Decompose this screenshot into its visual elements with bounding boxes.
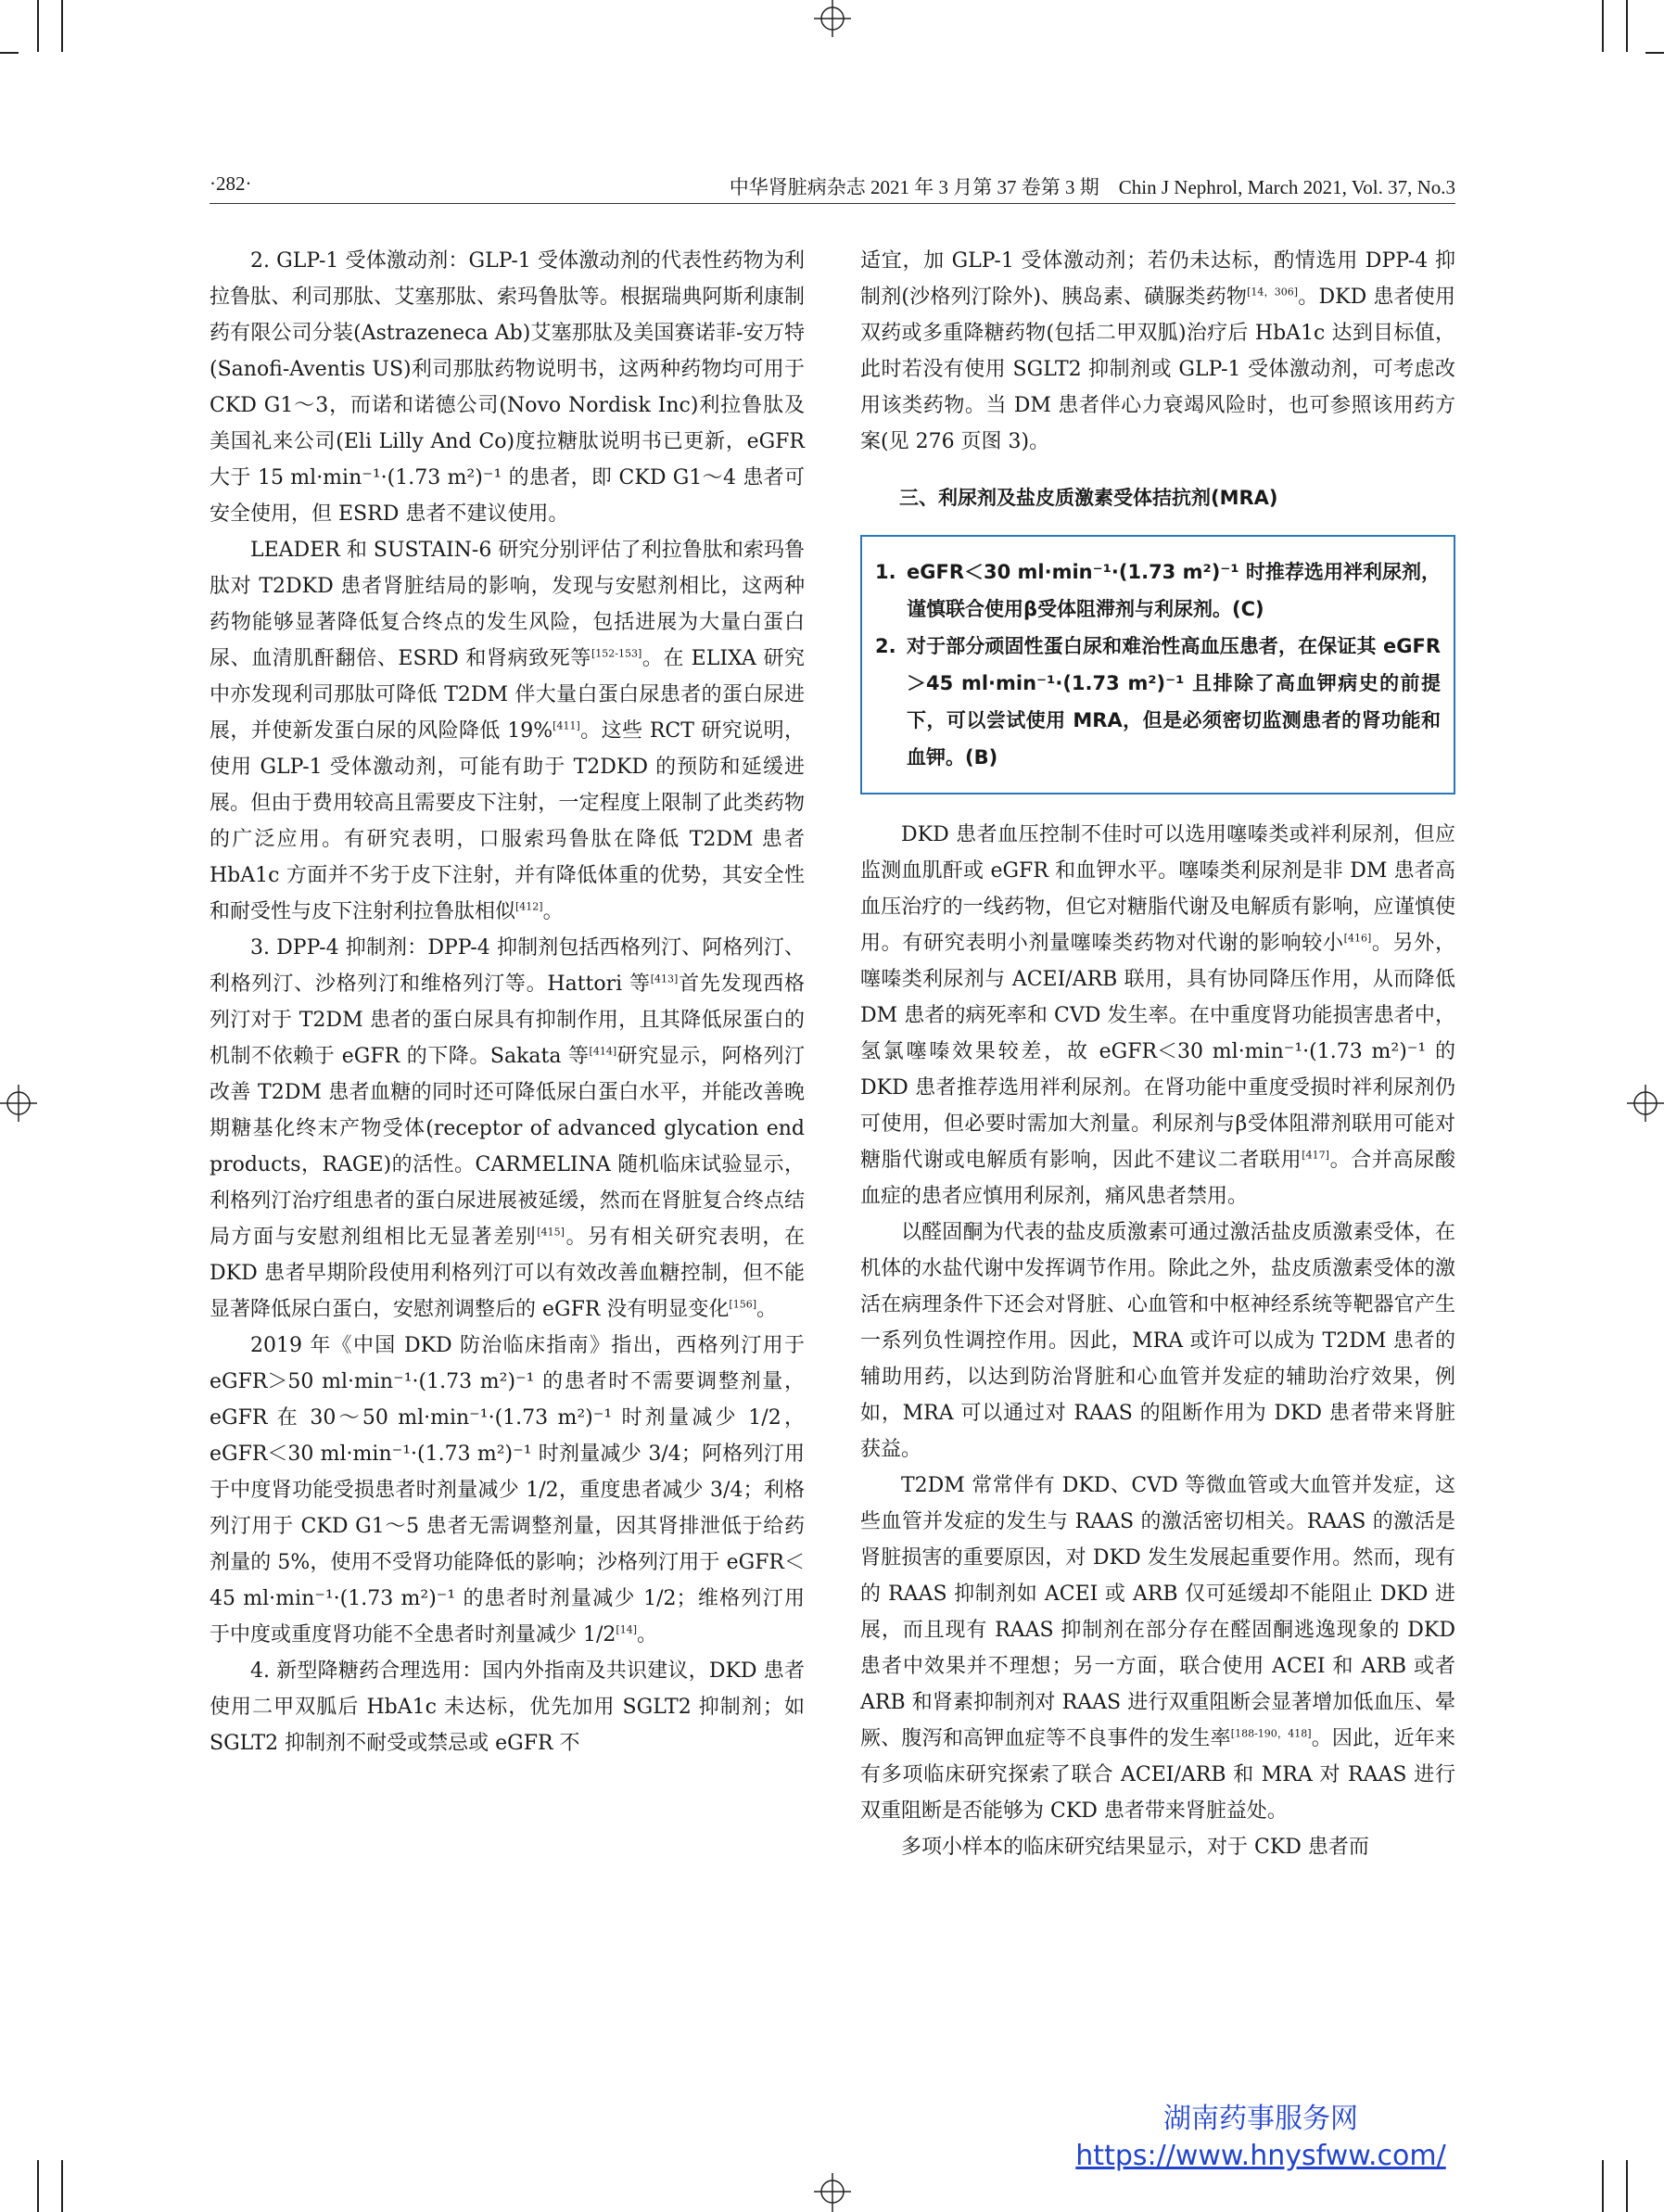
header-rule [210,203,1455,205]
paragraph-dpp4: 3. DPP-4 抑制剂：DPP-4 抑制剂包括西格列汀、阿格列汀、利格列汀、沙格列汀和维格列汀等。Hattori 等[413]首先发现西格列汀对于 T2DM 患者的蛋白尿具有抑制作用，且其降低尿蛋白的机制不依赖于 eGFR 的下降。Sakata 等[414]研究显示，阿格列汀改善 T2DM 患者血糖的同时还可降低尿白蛋白水平，并能改善晚期糖基化终末产物受体(receptor of advanced glycation end products，RAGE)的活性。CARMELINA 随机临床试验显示，利格列汀治疗组患者的蛋白尿进展被延缓，然而在肾脏复合终点结局方面与安慰剂组相比无显著差别[415]。另有相关研究表明，在 DKD 患者早期阶段使用利格列汀可以有效改善血糖控制，但不能显著降低尿白蛋白，安慰剂调整后的 eGFR 没有明显变化[156]。 [210,936,805,1321]
registration-mark-icon [1623,1083,1664,1124]
recommendation-box [860,535,1455,795]
right-column [860,243,1455,1865]
crop-mark [37,0,39,52]
page-number: ·282· [210,172,252,195]
citation-ref: [156] [729,1298,757,1311]
watermark-name: 湖南药事服务网 [1163,2103,1358,2135]
registration-mark-icon [812,2171,853,2212]
paragraph-diuretics: DKD 患者血压控制不佳时可以选用噻嗪类或袢利尿剂，但应监测血肌酐或 eGFR 和血钾水平。噻嗪类利尿剂是非 DM 患者高血压治疗的一线药物，但它对糖脂代谢及电解质有影响，应谨慎使用。有研究表明小剂量噻嗪类药物对代谢的影响较小[416]。另外，噻嗪类利尿剂与 ACEI/ARB 联用，具有协同降压作用，从而降低 DM 患者的病死率和 CVD 发生率。在中重度肾功能损害患者中，氢氯噻嗪效果较差，故 eGFR＜30 ml·min⁻¹·(1.73 m²)⁻¹ 的 DKD 患者推荐选用袢利尿剂。在肾功能中重度受损时袢利尿剂仍可使用，但必要时需加大剂量。利尿剂与β受体阻滞剂联用可能对糖脂代谢或电解质有影响，因此不建议二者联用[417]。合并高尿酸血症的患者应慎用利尿剂，痛风患者禁用。 [860,823,1455,1208]
recommendation-text: eGFR＜30 ml·min⁻¹·(1.73 m²)⁻¹ 时推荐选用袢利尿剂，谨慎联合使用β受体阻滞剂与利尿剂。(C) [907,561,1441,620]
crop-mark [1602,2160,1604,2212]
crop-mark [1602,0,1604,52]
paragraph-continuation: 适宜，加 GLP-1 受体激动剂；若仍未达标，酌情选用 DPP-4 抑制剂(沙格列汀除外)、胰岛素、磺脲类药物[14，306]。DKD 患者使用双药或多重降糖药物(包括二甲双胍)治疗后 HbA1c 达到目标值，此时若没有使用 SGLT2 抑制剂或 GLP-1 受体激动剂，可考虑改用该类药物。当 DM 患者伴心力衰竭风险时，也可参照该用药方案(见 276 页图 3)。 [860,249,1456,453]
recommendation-text: 对于部分顽固性蛋白尿和难治性高血压患者，在保证其 eGFR＞45 ml·min⁻¹·(1.73 m²)⁻¹ 且排除了高血钾病史的前提下，可以尝试使用 MRA，但是必须密切监测患者的肾功能和血钾。(B) [907,635,1441,769]
recommendation-item [875,553,1441,628]
journal-citation: 中华肾脏病杂志 2021 年 3 月第 37 卷第 3 期 Chin J Nephrol, March 2021, Vol. 37, No.3 [729,176,1455,198]
citation-ref: [152-153] [591,647,642,660]
citation-ref: [14] [616,1623,637,1636]
recommendation-number: 2. [875,635,896,657]
citation-ref: [417] [1302,1149,1329,1162]
paragraph-glp1: 2. GLP-1 受体激动剂：GLP-1 受体激动剂的代表性药物为利拉鲁肽、利司那肽、艾塞那肽、索玛鲁肽等。根据瑞典阿斯利康制药有限公司分装(Astrazeneca Ab)艾塞那肽及美国赛诺菲-安万特(Sanofi-Aventis US)利司那肽药物说明书，这两种药物均可用于 CKD G1～3，而诺和诺德公司(Novo Nordisk Inc)利拉鲁肽及美国礼来公司(Eli Lilly And Co)度拉糖肽说明书已更新，eGFR 大于 15 ml·min⁻¹·(1.73 m²)⁻¹ 的患者，即 CKD G1～4 患者可安全使用，但 ESRD 患者不建议使用。 [210,249,805,526]
paragraph-aldosterone: 以醛固酮为代表的盐皮质激素可通过激活盐皮质激素受体，在机体的水盐代谢中发挥调节作用。除此之外，盐皮质激素受体的激活在病理条件下还会对肾脏、心血管和中枢神经系统等靶器官产生一系列负性调控作用。因此，MRA 或许可以成为 T2DM 患者的辅助用药，以达到防治肾脏和心血管并发症的辅助治疗效果，例如，MRA 可以通过对 RAAS 的阻断作用为 DKD 患者带来肾脏获益。 [860,1221,1455,1461]
crop-mark [61,2160,63,2212]
recommendation-item [875,628,1441,776]
citation-ref: [416] [1343,932,1372,945]
section-heading: 三、利尿剂及盐皮质激素受体拮抗剂(MRA) [899,487,1278,509]
crop-mark [37,2160,39,2212]
crop-mark [1626,2160,1628,2212]
citation-ref: [14，306] [1247,286,1299,299]
running-header [210,167,1455,204]
registration-mark-icon [0,1083,41,1124]
recommendation-number: 1. [875,561,896,583]
paragraph-new-drugs: 4. 新型降糖药合理选用：国内外指南及共识建议，DKD 患者使用二甲双胍后 HbA1c 未达标，优先加用 SGLT2 抑制剂；如 SGLT2 抑制剂不耐受或禁忌或 eGFR 不 [210,1659,805,1755]
citation-ref: [411] [553,719,580,732]
citation-ref: [188-190，418] [1230,1727,1312,1740]
citation-ref: [413] [650,973,679,985]
paragraph-small-trials: 多项小样本的临床研究结果显示，对于 CKD 患者而 [901,1836,1369,1859]
crop-mark [0,52,19,54]
crop-mark [1645,52,1664,54]
citation-ref: [412] [515,900,543,913]
paragraph-leader-sustain: LEADER 和 SUSTAIN-6 研究分别评估了利拉鲁肽和索玛鲁肽对 T2DKD 患者肾脏结局的影响，发现与安慰剂相比，这两种药物能够显著降低复合终点的发生风险，包括进展为大量白蛋白尿、血清肌酐翻倍、ESRD 和肾病致死等[152-153]。在 ELIXA 研究中亦发现利司那肽可降低 T2DM 伴大量白蛋白尿患者的蛋白尿进展，并使新发蛋白尿的风险降低 19%[411]。这些 RCT 研究说明，使用 GLP-1 受体激动剂，可能有助于 T2DKD 的预防和延缓进展。但由于费用较高且需要皮下注射，一定程度上限制了此类药物的广泛应用。有研究表明，口服索玛鲁肽在降低 T2DM 患者 HbA1c 方面并不劣于皮下注射，并有降低体重的优势，其安全性和耐受性与皮下注射利拉鲁肽相似[412]。 [210,539,805,923]
citation-ref: [414] [589,1045,617,1058]
crop-mark [1626,0,1628,52]
left-column [210,243,805,1761]
paragraph-dosing-guideline: 2019 年《中国 DKD 防治临床指南》指出，西格列汀用于 eGFR＞50 ml·min⁻¹·(1.73 m²)⁻¹ 的患者时不需要调整剂量，eGFR 在 30～50 ml·min⁻¹·(1.73 m²)⁻¹ 时剂量减少 1/2，eGFR＜30 ml·min⁻¹·(1.73 m²)⁻¹ 时剂量减少 3/4；阿格列汀用于中度肾功能受损患者时剂量减少 1/2，重度患者减少 3/4；利格列汀用于 CKD G1～5 患者无需调整剂量，因其肾排泄低于给药剂量的 5%，使用不受肾功能降低的影响；沙格列汀用于 eGFR＜45 ml·min⁻¹·(1.73 m²)⁻¹ 的患者时剂量减少 1/2；维格列汀用于中度或重度肾功能不全患者时剂量减少 1/2[14]。 [210,1334,805,1646]
watermark [1066,2101,1455,2175]
crop-mark [61,0,63,52]
paragraph-raas: T2DM 常常伴有 DKD、CVD 等微血管或大血管并发症，这些血管并发症的发生与 RAAS 的激活密切相关。RAAS 的激活是肾脏损害的重要原因，对 DKD 发生发展起重要作用。然而，现有的 RAAS 抑制剂如 ACEI 或 ARB 仅可延缓却不能阻止 DKD 进展，而且现有 RAAS 抑制剂在部分存在醛固酮逃逸现象的 DKD 患者中效果并不理想；另一方面，联合使用 ACEI 和 ARB 或者 ARB 和肾素抑制剂对 RAAS 进行双重阻断会显著增加低血压、晕厥、腹泻和高钾血症等不良事件的发生率[188-190，418]。因此，近年来有多项临床研究探索了联合 ACEI/ARB 和 MRA 对 RAAS 进行双重阻断是否能够为 CKD 患者带来肾脏益处。 [860,1474,1455,1823]
registration-mark-icon [812,0,853,41]
watermark-url[interactable]: https://www.hnysfww.com/ [1075,2140,1446,2172]
citation-ref: [415] [537,1226,565,1239]
